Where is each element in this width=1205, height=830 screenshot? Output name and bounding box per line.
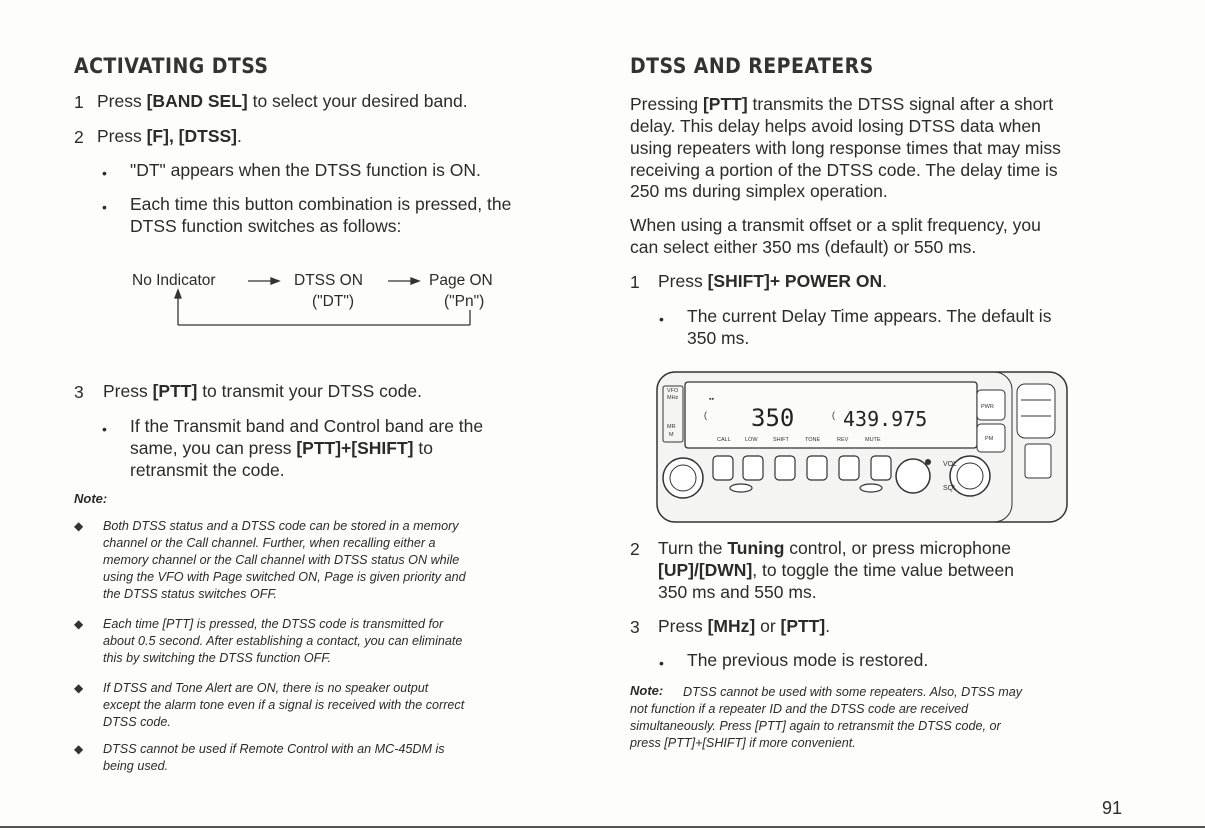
note-text: DTSS cannot be used with some repeaters. Also, DTSS may: [683, 685, 1023, 699]
paragraph-line: receiving a portion of the DTSS code. The delay time is: [630, 160, 1058, 180]
step-number: 3: [630, 617, 640, 637]
step-text: Turn the: [658, 538, 728, 558]
bullet-text: "DT" appears when the DTSS function is ON.: [130, 160, 481, 180]
step-text: Press: [658, 616, 708, 636]
lcd-label-shift: SHIFT: [773, 437, 789, 443]
side-label-vfo: VFO: [667, 388, 679, 394]
svg-text:▪▪: ▪▪: [709, 396, 714, 403]
step-text: Press: [103, 381, 153, 401]
diamond-bullet-icon: ◆: [74, 681, 84, 695]
diamond-bullet-icon: ◆: [74, 519, 84, 533]
bullet-text: 350 ms.: [687, 328, 750, 348]
step-2-text: 350 ms and 550 ms.: [658, 582, 817, 602]
note-label: Note:: [74, 491, 108, 506]
flow-item-no-indicator: No Indicator: [132, 272, 216, 289]
lcd-label-call: CALL: [717, 437, 731, 443]
key-label: [F], [DTSS]: [146, 126, 238, 146]
side-label-pm: PM: [985, 436, 994, 442]
side-label-pwr: PWR: [981, 404, 994, 410]
bottom-rule: [0, 826, 1205, 828]
note-text: simultaneously. Press [PTT] again to retransmit the DTSS code, or: [630, 719, 1001, 733]
step-1-text: [97, 91, 468, 112]
bullet-dot: •: [102, 199, 107, 215]
note-text: press [PTT]+[SHIFT] if more convenient.: [630, 736, 856, 750]
flow-sub-dt: ("DT"): [312, 293, 354, 310]
note-text: memory channel or the Call channel with DTSS status ON while: [103, 553, 460, 567]
key-label: [PTT]: [702, 94, 748, 114]
paragraph-line: When using a transmit offset or a split frequency, you: [630, 215, 1041, 235]
svg-text:(: (: [831, 411, 837, 421]
lcd-label-low: LOW: [745, 437, 758, 443]
key-label: [SHIFT]+ POWER ON: [707, 271, 883, 291]
note-text: being used.: [103, 759, 169, 773]
flow-arrows: [170, 270, 490, 332]
diamond-bullet-icon: ◆: [74, 742, 84, 756]
paragraph-line: can select either 350 ms (default) or 550 ms.: [630, 237, 977, 257]
lcd-label-mute: MUTE: [865, 437, 881, 443]
note-text: channel or the Call channel. Further, when recalling either a: [103, 536, 436, 550]
note-text: DTSS cannot be used if Remote Control with an MC-45DM is: [103, 742, 445, 756]
side-label-mhz: MHz: [667, 395, 679, 401]
note-text: this by switching the DTSS function OFF.: [103, 651, 331, 665]
step-text: Press: [97, 126, 147, 146]
note-text: not function if a repeater ID and the DTSS code are received: [630, 702, 969, 716]
bullet-text: If the Transmit band and Control band are the: [130, 416, 484, 436]
step-3-text: [658, 616, 830, 637]
step-2-text: [658, 560, 1014, 581]
side-label-m: M: [669, 432, 674, 438]
step-1-text: [658, 271, 887, 292]
paragraph-text: Pressing: [630, 94, 703, 114]
note-text: except the alarm tone even if a signal is received with the correct: [103, 698, 465, 712]
step-text: .: [237, 126, 242, 146]
key-label: [PTT]: [780, 616, 826, 636]
step-number: 2: [74, 127, 84, 147]
step-text: or: [755, 616, 781, 636]
step-text: Press: [658, 271, 708, 291]
key-label: [BAND SEL]: [146, 91, 248, 111]
step-number: 1: [630, 272, 640, 292]
bullet-dot: •: [102, 165, 107, 181]
paragraph-line: using repeaters with long response times that may miss: [630, 138, 1061, 158]
lcd-label-rev: REV: [837, 437, 849, 443]
step-text: to transmit your DTSS code.: [197, 381, 422, 401]
lcd-delay-value: 350: [751, 404, 795, 432]
bullet-text-part: same, you can press: [130, 438, 297, 458]
note-text: using the VFO with Page switched ON, Page is given priority and: [103, 570, 466, 584]
flow-sub-pn: ("Pn"): [444, 293, 485, 310]
step-text: Press: [97, 91, 147, 111]
diamond-bullet-icon: ◆: [74, 617, 84, 631]
knob-label-vol: VOL: [943, 461, 958, 468]
flow-item-dtss-on: DTSS ON: [294, 272, 363, 289]
bullet-text: The previous mode is restored.: [687, 650, 929, 670]
page-number: 91: [1102, 798, 1123, 818]
bullet-text-part: to: [413, 438, 433, 458]
note-text: Each time [PTT] is pressed, the DTSS code is transmitted for: [103, 617, 444, 631]
flow-item-page-on: Page ON: [429, 272, 493, 289]
svg-text:(: (: [703, 411, 709, 421]
step-3-text: [103, 381, 422, 402]
step-2-text: [658, 538, 1011, 559]
note-text: If DTSS and Tone Alert are ON, there is no speaker output: [103, 681, 429, 695]
bullet-text: [130, 438, 433, 459]
lcd-label-tone: TONE: [805, 437, 821, 443]
note-label: Note:: [630, 683, 664, 698]
key-label: [UP]/[DWN]: [658, 560, 753, 580]
paragraph-line: [630, 94, 1053, 115]
step-number: 2: [630, 539, 640, 559]
key-label: Tuning: [727, 538, 785, 558]
step-number: 3: [74, 382, 84, 402]
paragraph-line: delay. This delay helps avoid losing DTSS data when: [630, 116, 1041, 136]
radio-front-panel-illustration: [655, 368, 1070, 528]
paragraph-text: transmits the DTSS signal after a short: [747, 94, 1054, 114]
knob-label-sql: SQL: [943, 485, 958, 492]
bullet-text: DTSS function switches as follows:: [130, 216, 402, 236]
note-text: the DTSS status switches OFF.: [103, 587, 278, 601]
lcd-frequency-value: 439.975: [843, 407, 928, 431]
bullet-dot: •: [659, 655, 664, 671]
bullet-dot: •: [659, 311, 664, 327]
key-label: [PTT]+[SHIFT]: [296, 438, 414, 458]
step-text: .: [825, 616, 831, 636]
side-label-mr: MR: [667, 424, 676, 430]
section-heading-activating-dtss: ACTIVATING DTSS: [74, 54, 269, 78]
step-text: control, or press microphone: [784, 538, 1012, 558]
note-text: about 0.5 second. After establishing a contact, you can eliminate: [103, 634, 463, 648]
key-label: [MHz]: [707, 616, 756, 636]
step-number: 1: [74, 92, 84, 112]
note-text: Both DTSS status and a DTSS code can be stored in a memory: [103, 519, 459, 533]
step-text: , to toggle the time value between: [752, 560, 1014, 580]
bullet-dot: •: [102, 421, 107, 437]
step-2-text: [97, 126, 242, 147]
bullet-text: The current Delay Time appears. The default is: [687, 306, 1052, 326]
step-text: .: [882, 271, 887, 291]
bullet-text: retransmit the code.: [130, 460, 285, 480]
paragraph-line: 250 ms during simplex operation.: [630, 181, 888, 201]
bullet-text: Each time this button combination is pressed, the: [130, 194, 512, 214]
note-text: DTSS code.: [103, 715, 171, 729]
key-label: [PTT]: [152, 381, 198, 401]
section-heading-dtss-and-repeaters: DTSS AND REPEATERS: [630, 54, 874, 78]
step-text: to select your desired band.: [247, 91, 468, 111]
